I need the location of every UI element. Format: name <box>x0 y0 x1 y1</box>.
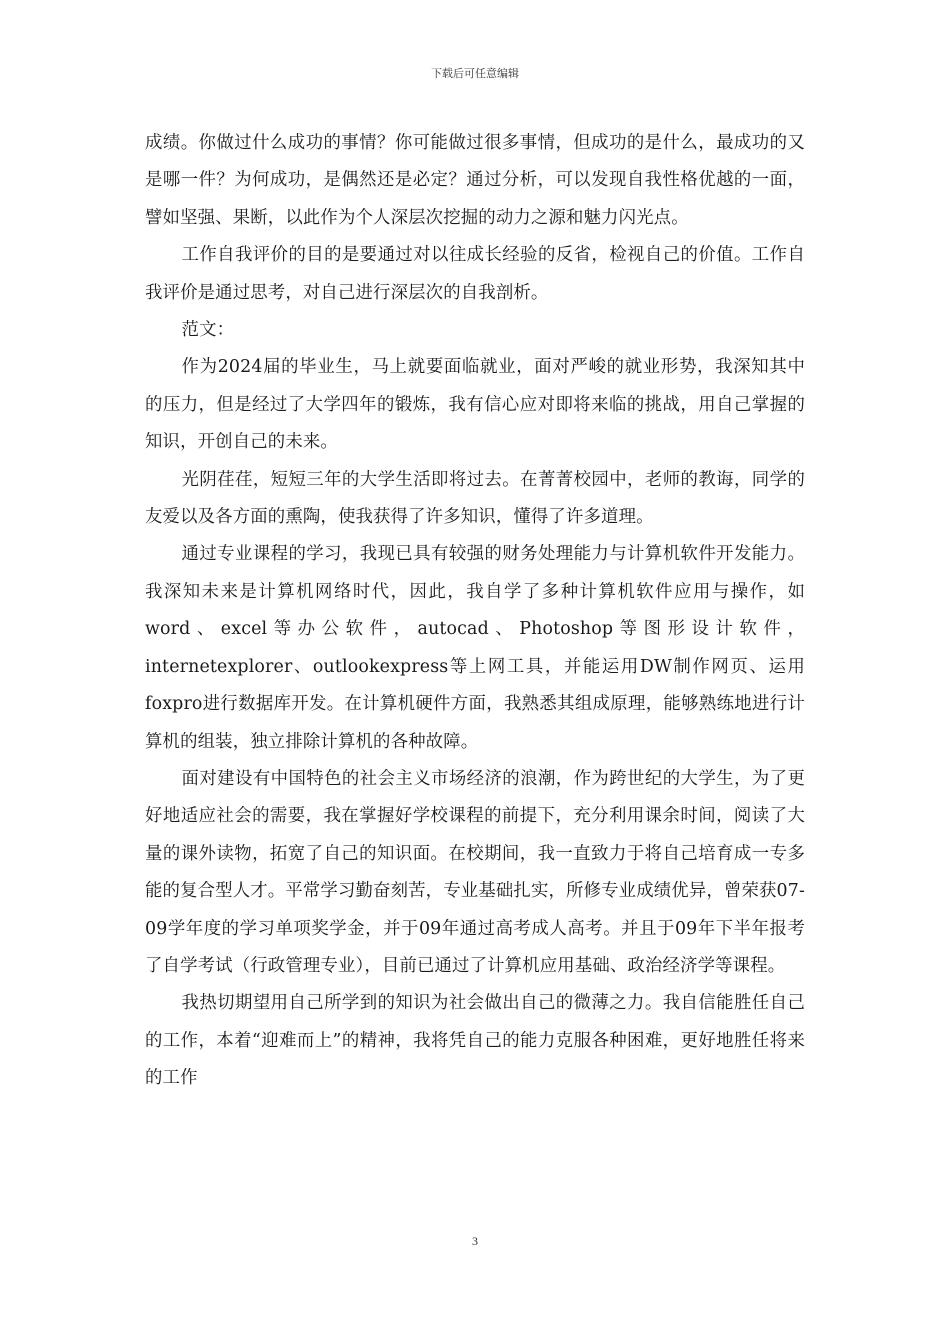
paragraph-6: 通过专业课程的学习，我现已具有较强的财务处理能力与计算机软件开发能力。我深知未来是计算机网络时代，因此，我自学了多种计算机软件应用与操作，如word、excel等办公软件，autocad、Photoshop等图形设计软件，internetexplorer、outlookexpress等上网工具，并能运用DW制作网页、运用foxpro进行数据库开发。在计算机硬件方面，我熟悉其组成原理，能够熟练地进行计算机的组装，独立排除计算机的各种故障。 <box>145 544 805 752</box>
paragraph-3: 范文： <box>181 320 235 341</box>
paragraph-2: 工作自我评价的目的是要通过对以往成长经验的反省，检视自己的价值。工作自我评价是通过思考，对自己进行深层次的自我剖析。 <box>145 245 805 303</box>
document-body <box>145 125 805 1098</box>
paragraph-7: 面对建设有中国特色的社会主义市场经济的浪潮，作为跨世纪的大学生，为了更好地适应社会的需要，我在掌握好学校课程的前提下，充分利用课余时间，阅读了大量的课外读物，拓宽了自己的知识面。在校期间，我一直致力于将自己培育成一专多能的复合型人才。平常学习勤奋刻苦，专业基础扎实，所修专业成绩优异，曾荣获07-09学年度的学习单项奖学金，并于09年通过高考成人高考。并且于09年下半年报考了自学考试（行政管理专业），目前已通过了计算机应用基础、政治经济学等课程。 <box>145 768 805 976</box>
page-number: 3 <box>472 1234 478 1248</box>
page-header: 下载后可任意编辑 <box>431 67 519 80</box>
paragraph-8: 我热切期望用自己所学到的知识为社会做出自己的微薄之力。我自信能胜任自己的工作，本着“迎难而上”的精神，我将凭自己的能力克服各种困难，更好地胜任将来的工作 <box>145 993 805 1089</box>
paragraph-4: 作为2024届的毕业生，马上就要面临就业，面对严峻的就业形势，我深知其中的压力，但是经过了大学四年的锻炼，我有信心应对即将来临的挑战，用自己掌握的知识，开创自己的未来。 <box>145 357 805 453</box>
paragraph-1: 成绩。你做过什么成功的事情？你可能做过很多事情，但成功的是什么，最成功的又是哪一件？为何成功，是偶然还是必定？通过分析，可以发现自我性格优越的一面，譬如坚强、果断，以此作为个人深层次挖掘的动力之源和魅力闪光点。 <box>145 133 805 228</box>
paragraph-5: 光阴荏荏，短短三年的大学生活即将过去。在菁菁校园中，老师的教诲，同学的友爱以及各方面的熏陶，使我获得了许多知识，懂得了许多道理。 <box>145 469 805 528</box>
